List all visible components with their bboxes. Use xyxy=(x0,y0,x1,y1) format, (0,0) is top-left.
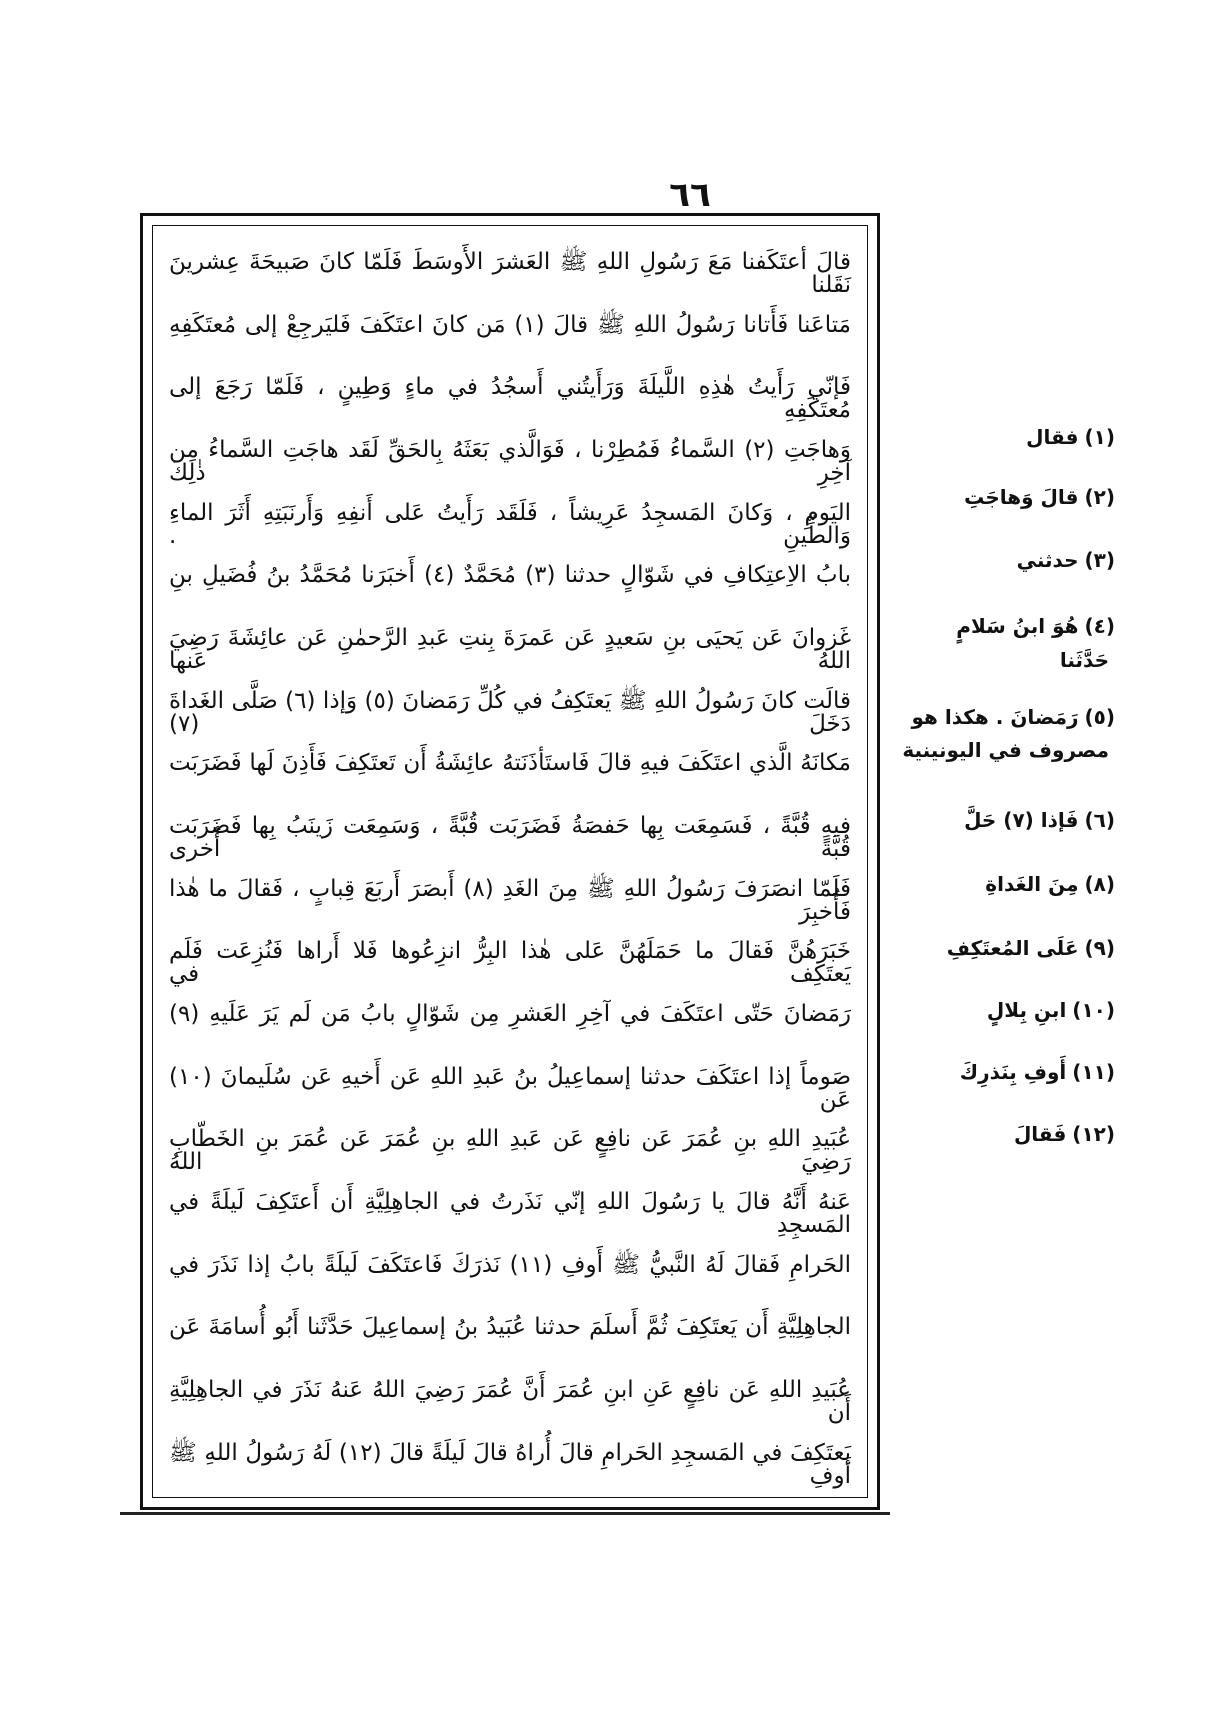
note-text: أَوفِ بِنَذرِكَ xyxy=(959,1060,1067,1084)
text-line-content: وَهاجَتِ (٢) السَّماءُ فَمُطِرْنا ، فَوَالَّذي بَعَثَهُ بِالحَقِّ لَقَد هاجَتِ السَّماءُ مِن آخِرِ ذٰلِكَ xyxy=(169,437,851,487)
text-line xyxy=(169,741,851,793)
text-line-content: غَزوانَ عَن يَحيَى بنِ سَعيدٍ عَن عَمرَةَ بِنتِ عَبدِ الرَّحمٰنِ عَن عائِشَةَ رَضِيَ اللهُ عَنها xyxy=(169,625,851,675)
text-line xyxy=(169,1117,851,1176)
text-line xyxy=(169,616,851,675)
text-line-content: عُبَيدِ اللهِ عَن نافِعٍ عَنِ ابنِ عُمَرَ أَنَّ عُمَرَ رَضِيَ اللهُ عَنهُ نَذَرَ في الجاهِلِيَّةِ أَن xyxy=(169,1377,851,1427)
note-number: (٩) xyxy=(1084,936,1115,960)
note-number: (١) xyxy=(1084,425,1115,449)
note-text: مِنَ الغَداةِ xyxy=(985,872,1079,896)
note-text: قالَ وَهاجَتِ xyxy=(964,485,1079,509)
text-frame-inner xyxy=(152,225,868,1498)
text-line-content: رَمَضانَ حَتّى اعتَكَفَ في آخِرِ العَشرِ مِن شَوّالٍ بابُ مَن لَم يَرَ عَلَيهِ (٩) xyxy=(169,1001,851,1028)
note-text: عَلَى المُعتَكِفِ xyxy=(946,936,1079,960)
marginal-note xyxy=(905,705,1115,729)
note-text: حدثني xyxy=(1016,548,1079,572)
text-line-content: صَوماً إذا اعتَكَفَ حدثنا إسماعِيلُ بنُ عَبدِ اللهِ عَن أَخيهِ عَن سُلَيمانَ (١٠) عَن xyxy=(169,1063,851,1113)
bottom-rule xyxy=(120,1512,890,1515)
text-line xyxy=(169,365,851,424)
text-line xyxy=(169,1431,851,1489)
marginal-note xyxy=(905,1060,1115,1084)
marginal-note xyxy=(902,738,1115,762)
note-number: (٦) xyxy=(1084,808,1115,832)
text-line-content: قالَت كانَ رَسُولُ اللهِ ﷺ يَعتَكِفُ في كُلِّ رَمَضانَ (٥) وَإذا (٦) صَلَّى الغَداةَ دَخَلَ (٧) xyxy=(169,687,852,737)
note-text: فقال xyxy=(1026,425,1079,449)
marginal-note xyxy=(905,1122,1115,1146)
text-line-content: خَبَرَهُنَّ فَقالَ ما حَمَلَهُنَّ عَلى هٰذا البِرُّ انزِعُوها فَلا أَراها فَنُزِعَت فَلَم يَعتَكِف في xyxy=(169,938,851,988)
marginal-note xyxy=(905,614,1115,638)
main-text-body xyxy=(169,240,852,1489)
text-line xyxy=(169,992,851,1044)
text-line xyxy=(169,428,851,487)
text-line-content: الحَرامِ فَقالَ لَهُ النَّبيُّ ﷺ أَوفِ (١١) نَذرَكَ فَاعتَكَفَ لَيلَةً بابُ إذا نَذَرَ في xyxy=(169,1251,851,1278)
text-line xyxy=(169,1180,851,1239)
marginal-note xyxy=(905,648,1115,672)
text-line xyxy=(169,1243,851,1295)
text-line-content: اليَومِ ، وَكانَ المَسجِدُ عَرِيشاً ، فَلَقَد رَأَيتُ عَلى أَنفِهِ وَأَرنَبَتِهِ أَثَرَ الماءِ وَالطِّينِ . xyxy=(169,499,851,549)
text-line xyxy=(169,867,851,925)
text-line-content: الجاهِلِيَّةِ أَن يَعتَكِفَ ثُمَّ أَسلَمَ حدثنا عُبَيدُ بنُ إسماعِيلَ حَدَّثَنا أَبُو أُسامَةَ عَن xyxy=(169,1314,851,1341)
text-line xyxy=(169,491,851,549)
note-number: (٣) xyxy=(1084,548,1115,572)
marginal-note xyxy=(905,548,1115,572)
note-number: (٢) xyxy=(1084,485,1115,509)
marginal-note xyxy=(905,936,1115,960)
note-number: (١١) xyxy=(1072,1060,1115,1084)
note-text: ابنِ بِلالٍ xyxy=(986,998,1067,1022)
text-line xyxy=(169,929,851,988)
marginal-note xyxy=(905,425,1115,449)
text-line-content: مَكانَهُ الَّذي اعتَكَفَ فيهِ قالَ فَاستَأذَنَتهُ عائِشَةُ أَن تَعتَكِفَ فَأَذِنَ لَها فَضَرَبَت xyxy=(169,750,851,777)
marginal-note xyxy=(905,808,1115,832)
text-line-content: عَنهُ أَنَّهُ قالَ يا رَسُولَ اللهِ إنّي نَذَرتُ في الجاهِلِيَّةِ أَن أَعتَكِفَ لَيلَةً في المَسجِدِ xyxy=(169,1189,851,1239)
text-line-content: بابُ الاِعتِكافِ في شَوّالٍ حدثنا (٣) مُحَمَّدٌ (٤) أَخبَرَنا مُحَمَّدُ بنُ فُضَيلِ بنِ xyxy=(169,562,851,589)
note-text: فَقالَ xyxy=(1013,1122,1067,1146)
text-line xyxy=(169,240,851,298)
text-line-content: عُبَيدِ اللهِ بنِ عُمَرَ عَن نافِعٍ عَن عَبدِ اللهِ بنِ عُمَرَ عَن عُمَرَ بنِ الخَطّابِ رَضِيَ اللهُ xyxy=(169,1126,851,1176)
note-text: فَإذا (٧) حَلَّ xyxy=(964,808,1079,832)
text-line xyxy=(169,804,851,863)
marginal-note xyxy=(905,998,1115,1022)
text-line-content: قالَ أعتَكَفنا مَعَ رَسُولِ اللهِ ﷺ العَشرَ الأَوسَطَ فَلَمّا كانَ صَبيحَةَ عِشرينَ نَقَلنا xyxy=(169,249,851,298)
note-text: رَمَضانَ . هكذا هو xyxy=(911,705,1079,729)
text-line-content: فَإنّي رَأَيتُ هٰذِهِ اللَّيلَةَ وَرَأَيتُني أَسجُدُ في ماءٍ وَطِينٍ ، فَلَمّا رَجَعَ إلى مُعتَكَفِهِ xyxy=(169,374,851,424)
text-line-content: فيهِ قُبَّةً ، فَسَمِعَت بِها حَفصَةُ فَضَرَبَت قُبَّةً ، وَسَمِعَت زَينَبُ بِها فَضَرَبَت قُبَّةً أُخرى xyxy=(169,813,851,863)
note-text: مصروف في اليونينية xyxy=(902,738,1109,762)
text-line xyxy=(169,679,852,737)
text-line-content: يَعتَكِفَ في المَسجِدِ الحَرامِ قالَ أُراهُ قالَ لَيلَةً قالَ (١٢) لَهُ رَسُولُ اللهِ ﷺ أَوفِ xyxy=(169,1439,851,1489)
note-number: (٨) xyxy=(1084,872,1115,896)
text-line xyxy=(169,1305,851,1357)
note-number: (١٢) xyxy=(1072,1122,1115,1146)
page-number: ٦٦ xyxy=(669,175,711,215)
text-line-content: مَتاعَنا فَأَتانا رَسُولُ اللهِ ﷺ قالَ (١) مَن كانَ اعتَكَفَ فَليَرجِعْ إلى مُعتَكَفِهِ xyxy=(169,311,851,338)
text-line xyxy=(169,1368,851,1427)
note-text: هُوَ ابنُ سَلامٍ xyxy=(956,614,1079,638)
note-number: (٤) xyxy=(1084,614,1115,638)
note-number: (٥) xyxy=(1084,705,1115,729)
text-frame-outer xyxy=(140,213,880,1510)
marginal-note xyxy=(905,872,1115,896)
note-number: (١٠) xyxy=(1072,998,1115,1022)
marginal-note xyxy=(905,485,1115,509)
text-line xyxy=(169,553,851,605)
text-line xyxy=(169,1055,851,1113)
note-text: حَدَّثَنا xyxy=(1059,648,1109,672)
text-line xyxy=(169,303,851,355)
text-line-content: فَلَمّا انصَرَفَ رَسُولُ اللهِ ﷺ مِنَ الغَدِ (٨) أَبصَرَ أَربَعَ قِبابٍ ، فَقالَ ما هٰذا فَأُخبِرَ xyxy=(169,875,851,925)
